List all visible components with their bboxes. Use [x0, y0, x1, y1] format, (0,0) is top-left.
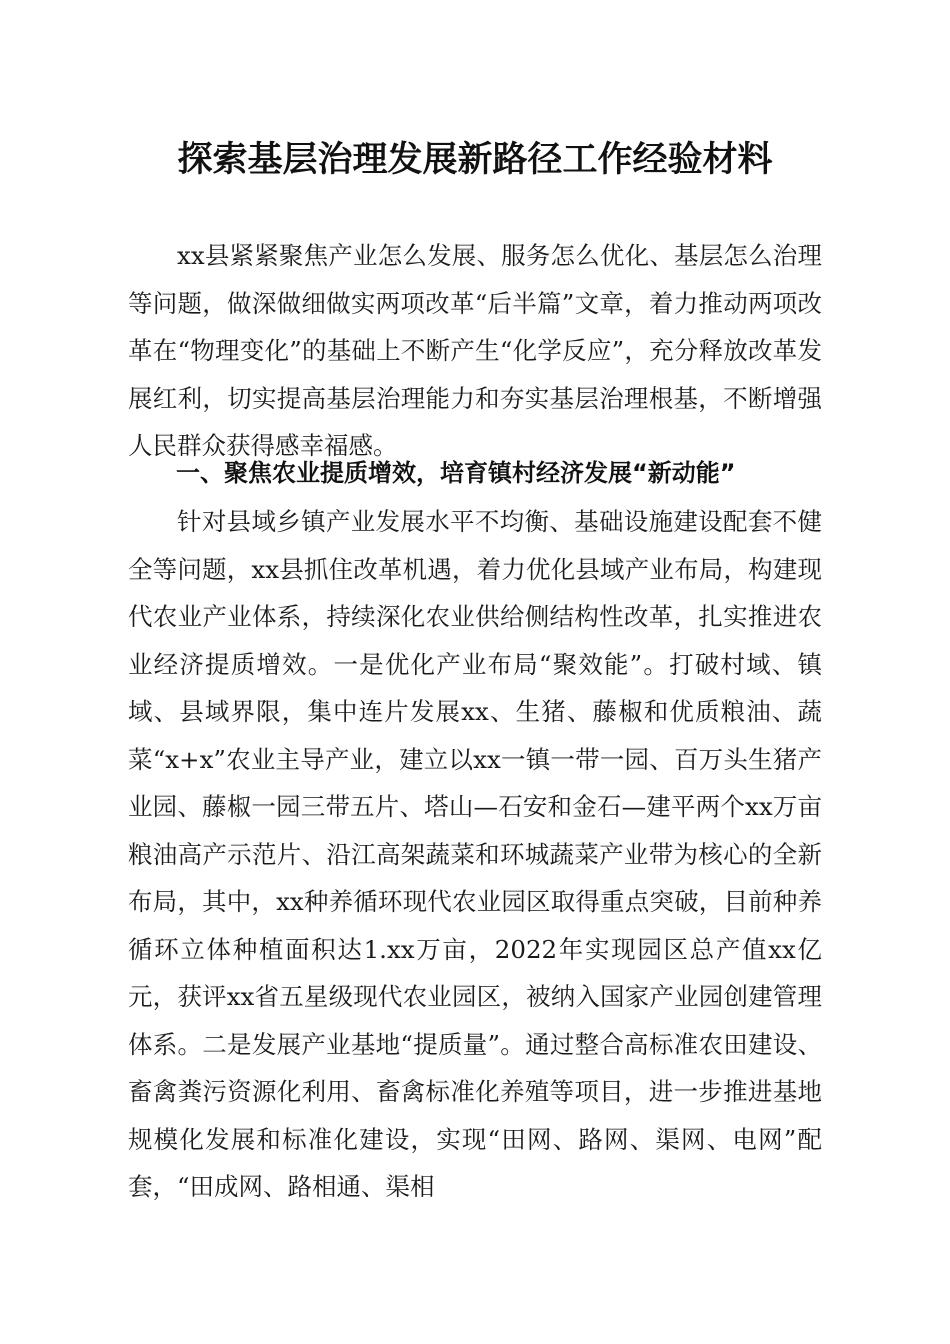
section-1-paragraph: 针对县域乡镇产业发展水平不均衡、基础设施建设配套不健全等问题，xx县抓住改革机遇，着力优化县域产业布局，构建现代农业产业体系，持续深化农业供给侧结构性改革，扎实推进农业经济提质增效。一是优化产业布局“聚效能”。打破村域、镇域、县域界限，集中连片发展xx、生猪、藤椒和优质粮油、蔬菜“x+x”农业主导产业，建立以xx一镇一带一园、百万头生猪产业园、藤椒一园三带五片、塔山—石安和金石—建平两个xx万亩粮油高产示范片、沿江高架蔬菜和环城蔬菜产业带为核心的全新布局，其中，xx种养循环现代农业园区取得重点突破，目前种养循环立体种植面积达1.xx万亩，2022年实现园区总产值xx亿元，获评xx省五星级现代农业园区，被纳入国家产业园创建管理体系。二是发展产业基地“提质量”。通过整合高标准农田建设、畜禽粪污资源化利用、畜禽标准化养殖等项目，进一步推进基地规模化发展和标准化建设，实现“田网、路网、渠网、电网”配套，“田成网、路相通、渠相 — [128, 507, 822, 1201]
document-title: 探索基层治理发展新路径工作经验材料 — [177, 139, 773, 180]
section-heading-1: 一、聚焦农业提质增效，培育镇村经济发展“新动能” — [176, 459, 736, 487]
intro-paragraph: xx县紧紧聚焦产业怎么发展、服务怎么优化、基层怎么治理等问题，做深做细做实两项改革“后半篇”文章，着力推动两项改革在“物理变化”的基础上不断产生“化学反应”，充分释放改革发展红利，切实提高基层治理能力和夯实基层治理根基，不断增强人民群众获得感幸福感。 — [128, 241, 822, 460]
